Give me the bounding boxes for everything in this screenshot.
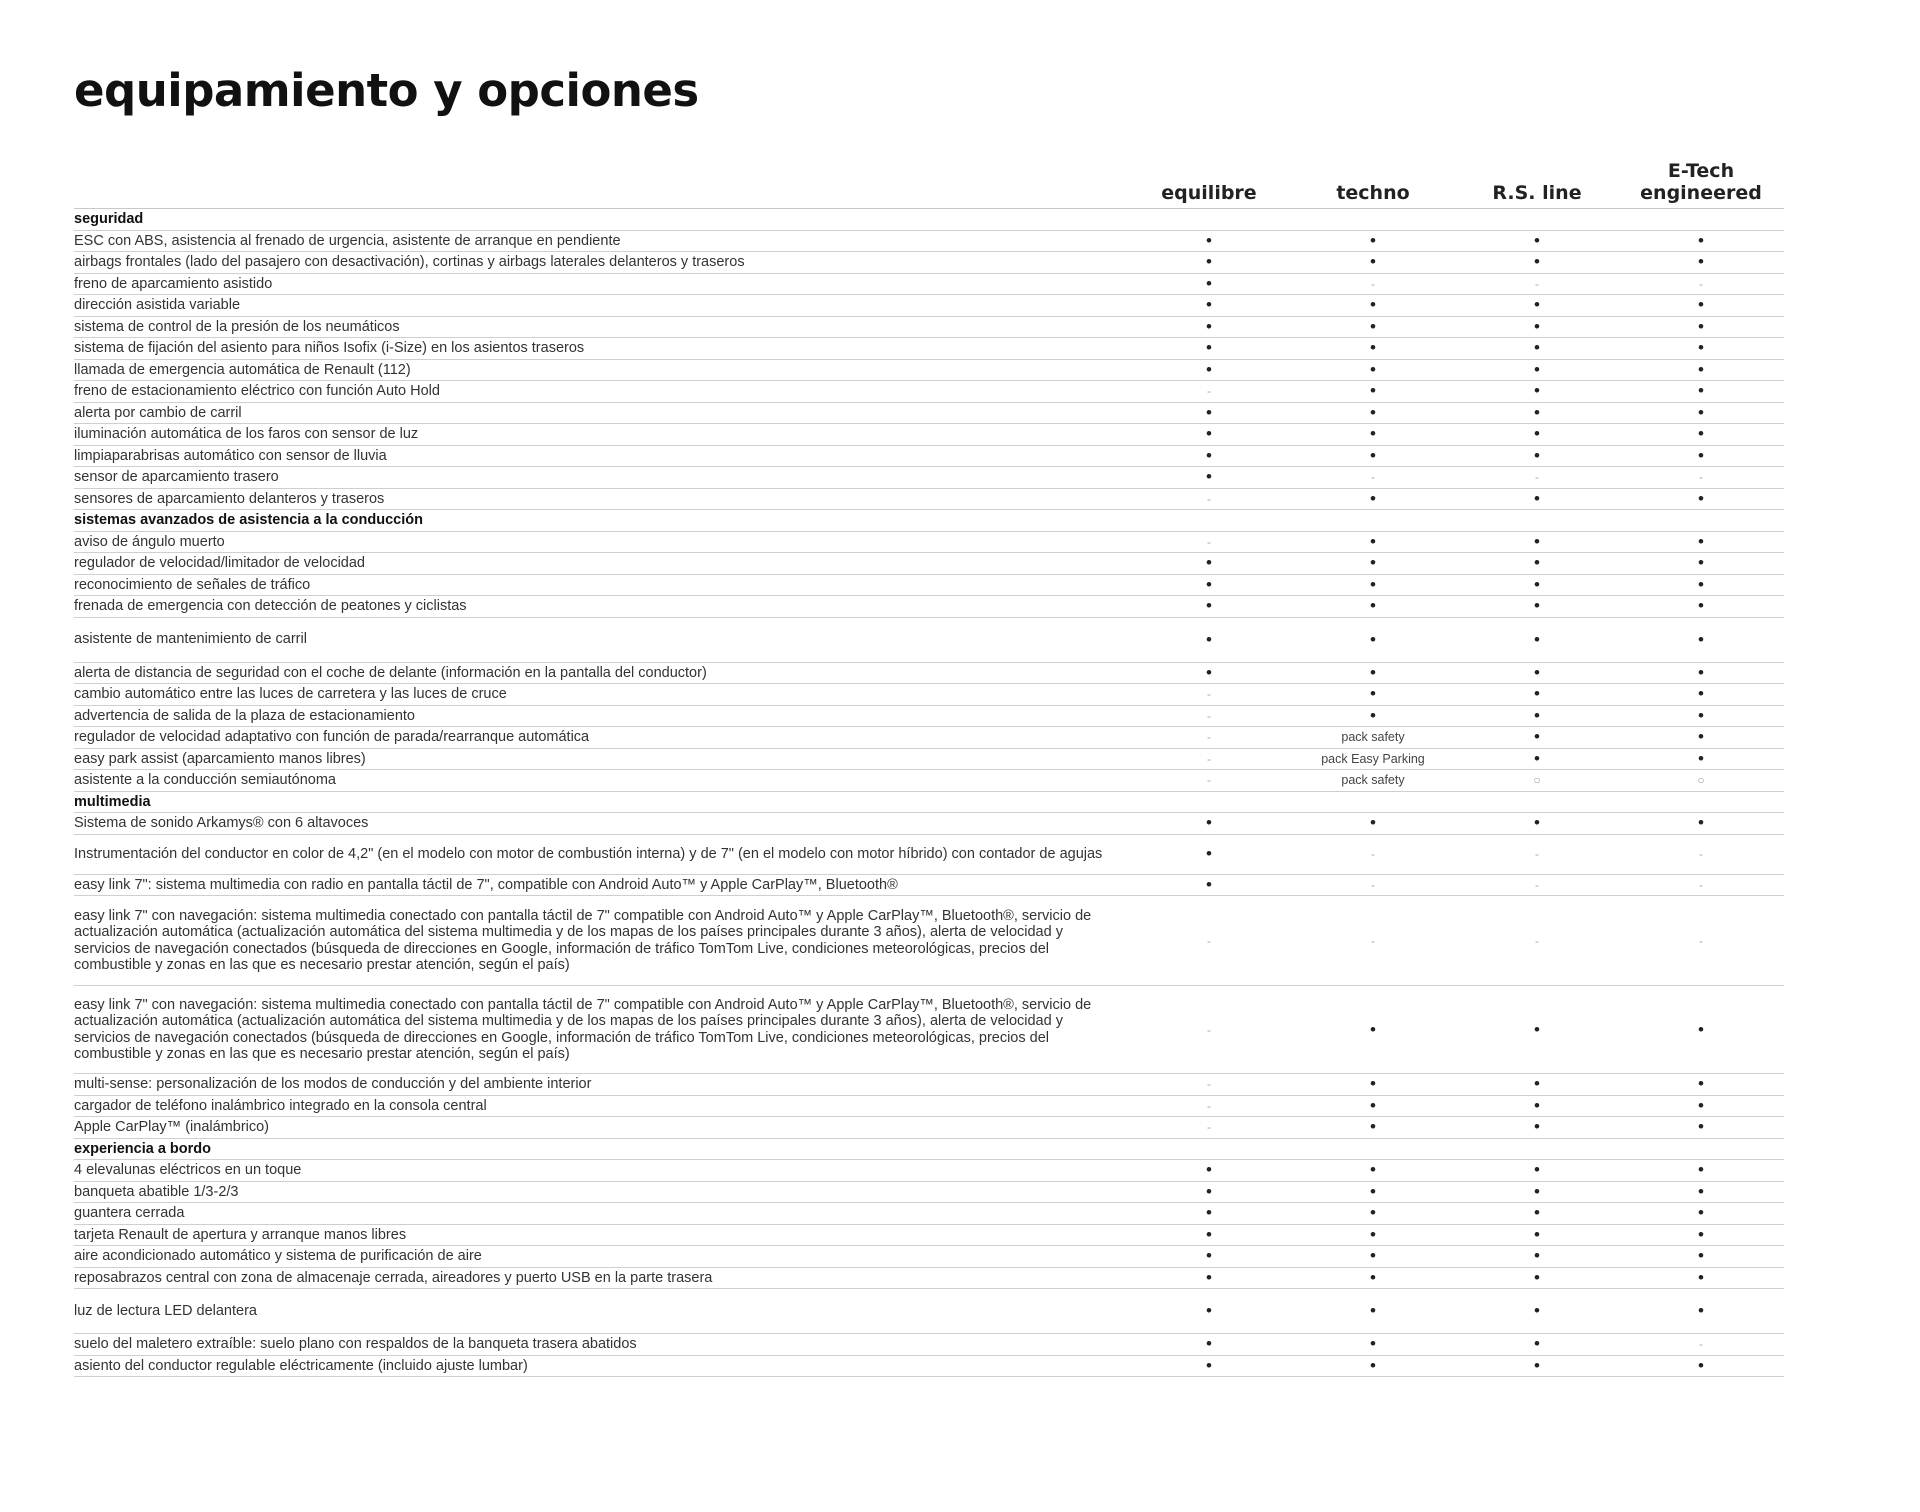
standard-dot-cell: • (1534, 424, 1540, 444)
feature-label: reposabrazos central con zona de almacenaje cerrada, aireadores y puerto USB en la parte trasera (74, 1269, 713, 1286)
not-available-cell: - (1371, 877, 1375, 892)
section-header-row (74, 510, 1784, 532)
not-available-cell: - (1535, 933, 1539, 948)
standard-dot-cell: • (1370, 338, 1376, 358)
feature-label: frenada de emergencia con detección de peatones y ciclistas (74, 598, 467, 614)
table-row (74, 1246, 1784, 1268)
not-available-cell: - (1207, 933, 1211, 948)
standard-dot-cell: • (1534, 1203, 1540, 1223)
feature-label: ESC con ABS, asistencia al frenado de urgencia, asistente de arranque en pendiente (74, 232, 621, 249)
table-row (74, 489, 1784, 511)
standard-dot-cell: • (1370, 813, 1376, 833)
feature-label: guantera cerrada (74, 1205, 185, 1221)
feature-label: regulador de velocidad adaptativo con función de parada/rearranque automática (74, 729, 590, 745)
feature-label: easy park assist (aparcamiento manos libres) (74, 750, 366, 767)
standard-dot-cell: • (1534, 684, 1540, 704)
standard-dot-cell: • (1534, 1095, 1540, 1115)
table-row (74, 1203, 1784, 1225)
standard-dot-cell: • (1698, 596, 1704, 616)
standard-dot-cell: • (1370, 1181, 1376, 1201)
table-row (74, 1160, 1784, 1182)
standard-dot-cell: • (1534, 1074, 1540, 1094)
standard-dot-cell: • (1534, 1301, 1540, 1320)
standard-dot-cell: • (1206, 273, 1212, 293)
table-row (74, 553, 1784, 575)
standard-dot-cell: • (1206, 1224, 1212, 1244)
standard-dot-cell: • (1370, 1095, 1376, 1115)
standard-dot-cell: • (1370, 531, 1376, 551)
table-header (74, 150, 1784, 209)
not-available-cell: - (1699, 1337, 1703, 1352)
standard-dot-cell: • (1698, 1074, 1704, 1094)
not-available-cell: - (1699, 877, 1703, 892)
pack-option-cell: pack Easy Parking (1321, 751, 1425, 766)
standard-dot-cell: • (1206, 596, 1212, 616)
feature-label: easy link 7" con navegación: sistema multimedia conectado con pantalla táctil de 7" compatible con Android Auto™ y Apple CarPlay™, Bluetooth®, servicio de actualización automática (actualización automática del sistema multimedia y de los mapas de los países principales durante 3 años), alerta de velocidad y servicios de navegación conectados (búsqueda de direcciones en Google, información de tráfico TomTom Live, condiciones meteorológicas, precios del combustible y zonas en las que es necesario prestar atención, según el país) (74, 996, 1092, 1062)
standard-dot-cell: • (1534, 1224, 1540, 1244)
feature-label: freno de estacionamiento eléctrico con función Auto Hold (74, 383, 440, 399)
table-row (74, 1225, 1784, 1247)
feature-label: iluminación automática de los faros con sensor de luz (74, 426, 419, 442)
standard-dot-cell: • (1534, 748, 1540, 768)
standard-dot-cell: • (1370, 1246, 1376, 1266)
section-title: multimedia (74, 793, 151, 810)
feature-label: asiento del conductor regulable eléctricamente (incluido ajuste lumbar) (74, 1357, 528, 1374)
standard-dot-cell: • (1534, 338, 1540, 358)
standard-dot-cell: • (1206, 1355, 1212, 1375)
standard-dot-cell: • (1534, 662, 1540, 682)
table-row (74, 1268, 1784, 1290)
feature-label: airbags frontales (lado del pasajero con desactivación), cortinas y airbags laterales delanteros y traseros (74, 254, 745, 270)
standard-dot-cell: • (1698, 445, 1704, 465)
standard-dot-cell: • (1206, 1246, 1212, 1266)
standard-dot-cell: • (1698, 1267, 1704, 1287)
table-row (74, 446, 1784, 468)
standard-dot-cell: • (1370, 1019, 1376, 1039)
standard-dot-cell: • (1534, 1117, 1540, 1137)
not-available-cell: - (1207, 384, 1211, 399)
table-row (74, 770, 1784, 792)
table-row (74, 317, 1784, 339)
standard-dot-cell: • (1370, 596, 1376, 616)
not-available-cell: - (1207, 1098, 1211, 1113)
standard-dot-cell: • (1370, 1355, 1376, 1375)
standard-dot-cell: • (1698, 1095, 1704, 1115)
standard-dot-cell: • (1206, 813, 1212, 833)
feature-label: advertencia de salida de la plaza de estacionamiento (74, 707, 415, 724)
standard-dot-cell: • (1534, 531, 1540, 551)
equipment-table (74, 150, 1784, 1377)
not-available-cell: - (1699, 847, 1703, 861)
standard-dot-cell: • (1698, 748, 1704, 768)
standard-dot-cell: • (1206, 1203, 1212, 1223)
table-row (74, 381, 1784, 403)
standard-dot-cell: • (1206, 252, 1212, 272)
not-available-cell: - (1699, 933, 1703, 948)
standard-dot-cell: • (1698, 424, 1704, 444)
table-row (74, 338, 1784, 360)
not-available-cell: - (1207, 708, 1211, 723)
table-row (74, 596, 1784, 618)
feature-label: sistema de fijación del asiento para niños Isofix (i-Size) en los asientos traseros (74, 340, 585, 356)
standard-dot-cell: • (1370, 1203, 1376, 1223)
table-row (74, 1334, 1784, 1356)
section-header-row (74, 209, 1784, 231)
standard-dot-cell: • (1206, 316, 1212, 336)
standard-dot-cell: • (1698, 295, 1704, 315)
standard-dot-cell: • (1698, 1160, 1704, 1180)
column-header-rs-line: R.S. line (1492, 182, 1582, 204)
standard-dot-cell: • (1698, 402, 1704, 422)
not-available-cell: - (1535, 470, 1539, 485)
feature-label: reconocimiento de señales de tráfico (74, 576, 311, 593)
feature-label: sensor de aparcamiento trasero (74, 469, 279, 485)
standard-dot-cell: • (1534, 252, 1540, 272)
standard-dot-cell: • (1206, 629, 1212, 649)
table-row (74, 1182, 1784, 1204)
standard-dot-cell: • (1698, 338, 1704, 358)
not-available-cell: - (1207, 1022, 1211, 1037)
table-row (74, 575, 1784, 597)
table-row (74, 706, 1784, 728)
standard-dot-cell: • (1370, 684, 1376, 704)
standard-dot-cell: • (1698, 629, 1704, 649)
feature-label: banqueta abatible 1/3-2/3 (74, 1183, 239, 1200)
table-row (74, 1074, 1784, 1096)
standard-dot-cell: • (1534, 629, 1540, 649)
standard-dot-cell: • (1370, 1160, 1376, 1180)
standard-dot-cell: • (1698, 1301, 1704, 1320)
standard-dot-cell: • (1370, 629, 1376, 649)
standard-dot-cell: • (1206, 1301, 1212, 1320)
standard-dot-cell: • (1534, 553, 1540, 573)
table-row (74, 896, 1784, 986)
feature-label: suelo del maletero extraíble: suelo plano con respaldos de la banqueta trasera abatidos (74, 1336, 637, 1352)
not-available-cell: - (1371, 276, 1375, 291)
standard-dot-cell: • (1206, 295, 1212, 315)
standard-dot-cell: • (1698, 230, 1704, 250)
feature-label: tarjeta Renault de apertura y arranque manos libres (74, 1226, 407, 1243)
standard-dot-cell: • (1370, 553, 1376, 573)
table-row (74, 403, 1784, 425)
not-available-cell: - (1699, 276, 1703, 291)
standard-dot-cell: • (1370, 316, 1376, 336)
standard-dot-cell: • (1370, 488, 1376, 508)
standard-dot-cell: • (1206, 1267, 1212, 1287)
pack-option-cell: pack safety (1341, 730, 1405, 745)
standard-dot-cell: • (1206, 553, 1212, 573)
not-available-cell: - (1371, 933, 1375, 948)
table-row (74, 274, 1784, 296)
table-row (74, 231, 1784, 253)
standard-dot-cell: • (1698, 553, 1704, 573)
standard-dot-cell: • (1698, 684, 1704, 704)
standard-dot-cell: • (1370, 1224, 1376, 1244)
standard-dot-cell: • (1534, 1160, 1540, 1180)
section-title: experiencia a bordo (74, 1140, 211, 1157)
standard-dot-cell: • (1206, 1160, 1212, 1180)
table-row (74, 618, 1784, 663)
feature-label: asistente a la conducción semiautónoma (74, 772, 336, 788)
standard-dot-cell: • (1534, 1267, 1540, 1287)
standard-dot-cell: • (1370, 574, 1376, 594)
standard-dot-cell: • (1698, 727, 1704, 747)
standard-dot-cell: • (1206, 467, 1212, 487)
standard-dot-cell: • (1370, 1267, 1376, 1287)
standard-dot-cell: • (1206, 445, 1212, 465)
standard-dot-cell: • (1206, 1334, 1212, 1354)
not-available-cell: - (1371, 847, 1375, 861)
standard-dot-cell: • (1698, 662, 1704, 682)
not-available-cell: - (1535, 276, 1539, 291)
table-row (74, 360, 1784, 382)
feature-label: sistema de control de la presión de los neumáticos (74, 318, 400, 335)
standard-dot-cell: • (1534, 230, 1540, 250)
standard-dot-cell: • (1698, 1117, 1704, 1137)
standard-dot-cell: • (1370, 1117, 1376, 1137)
optional-circle-cell: ○ (1533, 773, 1541, 788)
standard-dot-cell: • (1534, 727, 1540, 747)
standard-dot-cell: • (1534, 381, 1540, 401)
table-row (74, 684, 1784, 706)
feature-label: freno de aparcamiento asistido (74, 275, 273, 292)
table-row (74, 749, 1784, 771)
standard-dot-cell: • (1698, 316, 1704, 336)
feature-label: alerta por cambio de carril (74, 404, 242, 421)
table-row (74, 1289, 1784, 1334)
feature-label: alerta de distancia de seguridad con el coche de delante (información en la pantalla del conductor) (74, 664, 707, 681)
standard-dot-cell: • (1534, 488, 1540, 508)
standard-dot-cell: • (1206, 230, 1212, 250)
feature-label: llamada de emergencia automática de Renault (112) (74, 361, 411, 378)
standard-dot-cell: • (1206, 844, 1212, 863)
standard-dot-cell: • (1534, 316, 1540, 336)
page-title: equipamiento y opciones (74, 64, 699, 117)
feature-label: multi-sense: personalización de los modos de conducción y del ambiente interior (74, 1076, 592, 1092)
not-available-cell: - (1207, 687, 1211, 702)
standard-dot-cell: • (1370, 252, 1376, 272)
standard-dot-cell: • (1370, 359, 1376, 379)
standard-dot-cell: • (1534, 705, 1540, 725)
not-available-cell: - (1207, 534, 1211, 549)
not-available-cell: - (1207, 751, 1211, 766)
feature-label: aviso de ángulo muerto (74, 533, 225, 550)
section-header-row (74, 792, 1784, 814)
table-body (74, 209, 1784, 1377)
standard-dot-cell: • (1370, 230, 1376, 250)
feature-label: luz de lectura LED delantera (74, 1302, 257, 1319)
standard-dot-cell: • (1206, 402, 1212, 422)
standard-dot-cell: • (1370, 1334, 1376, 1354)
not-available-cell: - (1207, 730, 1211, 745)
table-row (74, 1096, 1784, 1118)
standard-dot-cell: • (1534, 445, 1540, 465)
standard-dot-cell: • (1534, 359, 1540, 379)
not-available-cell: - (1535, 877, 1539, 892)
column-header-techno: techno (1336, 182, 1410, 204)
feature-label: Instrumentación del conductor en color de 4,2" (en el modelo con motor de combustión interna) y de 7" (en el modelo con motor híbrido) con contador de agujas (74, 845, 1103, 862)
not-available-cell: - (1699, 470, 1703, 485)
standard-dot-cell: • (1698, 359, 1704, 379)
feature-label: easy link 7": sistema multimedia con radio en pantalla táctil de 7", compatible con Android Auto™ y Apple CarPlay™, Bluetooth® (74, 876, 898, 893)
table-row (74, 1356, 1784, 1378)
standard-dot-cell: • (1534, 596, 1540, 616)
standard-dot-cell: • (1534, 1019, 1540, 1039)
standard-dot-cell: • (1698, 1355, 1704, 1375)
feature-label: Sistema de sonido Arkamys® con 6 altavoces (74, 815, 369, 831)
standard-dot-cell: • (1370, 445, 1376, 465)
standard-dot-cell: • (1206, 662, 1212, 682)
not-available-cell: - (1207, 1077, 1211, 1092)
standard-dot-cell: • (1534, 295, 1540, 315)
table-row (74, 295, 1784, 317)
not-available-cell: - (1207, 491, 1211, 506)
table-row (74, 875, 1784, 897)
table-row (74, 424, 1784, 446)
standard-dot-cell: • (1534, 574, 1540, 594)
feature-label: limpiaparabrisas automático con sensor de lluvia (74, 447, 387, 464)
standard-dot-cell: • (1698, 813, 1704, 833)
standard-dot-cell: • (1206, 874, 1212, 894)
standard-dot-cell: • (1370, 402, 1376, 422)
standard-dot-cell: • (1698, 252, 1704, 272)
feature-label: sensores de aparcamiento delanteros y traseros (74, 490, 385, 507)
feature-label: cambio automático entre las luces de carretera y las luces de cruce (74, 686, 507, 702)
table-row (74, 663, 1784, 685)
section-title: seguridad (74, 211, 144, 227)
standard-dot-cell: • (1206, 338, 1212, 358)
standard-dot-cell: • (1534, 1334, 1540, 1354)
standard-dot-cell: • (1206, 424, 1212, 444)
standard-dot-cell: • (1370, 1301, 1376, 1320)
table-row (74, 813, 1784, 835)
feature-label: easy link 7" con navegación: sistema multimedia conectado con pantalla táctil de 7" compatible con Android Auto™ y Apple CarPlay™, Bluetooth®, servicio de actualización automática (actualización automática del sistema multimedia y de los mapas de los países principales durante 3 años), alerta de velocidad y servicios de navegación conectados (búsqueda de direcciones en Google, información de tráfico TomTom Live, condiciones meteorológicas, precios del combustible y zonas en las que es necesario prestar atención, según el país) (74, 907, 1092, 973)
feature-label: 4 elevalunas eléctricos en un toque (74, 1162, 302, 1178)
feature-label: asistente de mantenimiento de carril (74, 631, 307, 648)
standard-dot-cell: • (1206, 359, 1212, 379)
feature-label: dirección asistida variable (74, 297, 241, 313)
table-row (74, 835, 1784, 875)
optional-circle-cell: ○ (1697, 773, 1705, 788)
standard-dot-cell: • (1370, 705, 1376, 725)
standard-dot-cell: • (1698, 574, 1704, 594)
feature-label: Apple CarPlay™ (inalámbrico) (74, 1119, 270, 1135)
standard-dot-cell: • (1206, 574, 1212, 594)
table-row (74, 252, 1784, 274)
standard-dot-cell: • (1370, 662, 1376, 682)
standard-dot-cell: • (1698, 381, 1704, 401)
standard-dot-cell: • (1534, 402, 1540, 422)
not-available-cell: - (1535, 847, 1539, 861)
standard-dot-cell: • (1206, 1181, 1212, 1201)
standard-dot-cell: • (1534, 1181, 1540, 1201)
section-title: sistemas avanzados de asistencia a la conducción (74, 512, 423, 528)
feature-label: regulador de velocidad/limitador de velocidad (74, 555, 365, 571)
standard-dot-cell: • (1370, 381, 1376, 401)
standard-dot-cell: • (1698, 1203, 1704, 1223)
not-available-cell: - (1207, 773, 1211, 788)
standard-dot-cell: • (1698, 705, 1704, 725)
standard-dot-cell: • (1370, 1074, 1376, 1094)
feature-label: aire acondicionado automático y sistema de purificación de aire (74, 1248, 482, 1264)
standard-dot-cell: • (1698, 531, 1704, 551)
standard-dot-cell: • (1534, 1355, 1540, 1375)
not-available-cell: - (1371, 470, 1375, 485)
standard-dot-cell: • (1534, 813, 1540, 833)
section-header-row (74, 1139, 1784, 1161)
standard-dot-cell: • (1698, 1246, 1704, 1266)
standard-dot-cell: • (1698, 488, 1704, 508)
table-row (74, 467, 1784, 489)
column-header-equilibre: equilibre (1161, 182, 1257, 204)
standard-dot-cell: • (1370, 424, 1376, 444)
not-available-cell: - (1207, 1120, 1211, 1135)
table-row (74, 727, 1784, 749)
feature-label: cargador de teléfono inalámbrico integrado en la consola central (74, 1097, 487, 1114)
table-row (74, 1117, 1784, 1139)
table-row (74, 986, 1784, 1074)
standard-dot-cell: • (1370, 295, 1376, 315)
table-row (74, 532, 1784, 554)
standard-dot-cell: • (1534, 1246, 1540, 1266)
standard-dot-cell: • (1698, 1224, 1704, 1244)
standard-dot-cell: • (1698, 1181, 1704, 1201)
pack-option-cell: pack safety (1341, 773, 1405, 788)
standard-dot-cell: • (1698, 1019, 1704, 1039)
column-header-etech-engineered: E-Tech engineered (1640, 160, 1762, 204)
